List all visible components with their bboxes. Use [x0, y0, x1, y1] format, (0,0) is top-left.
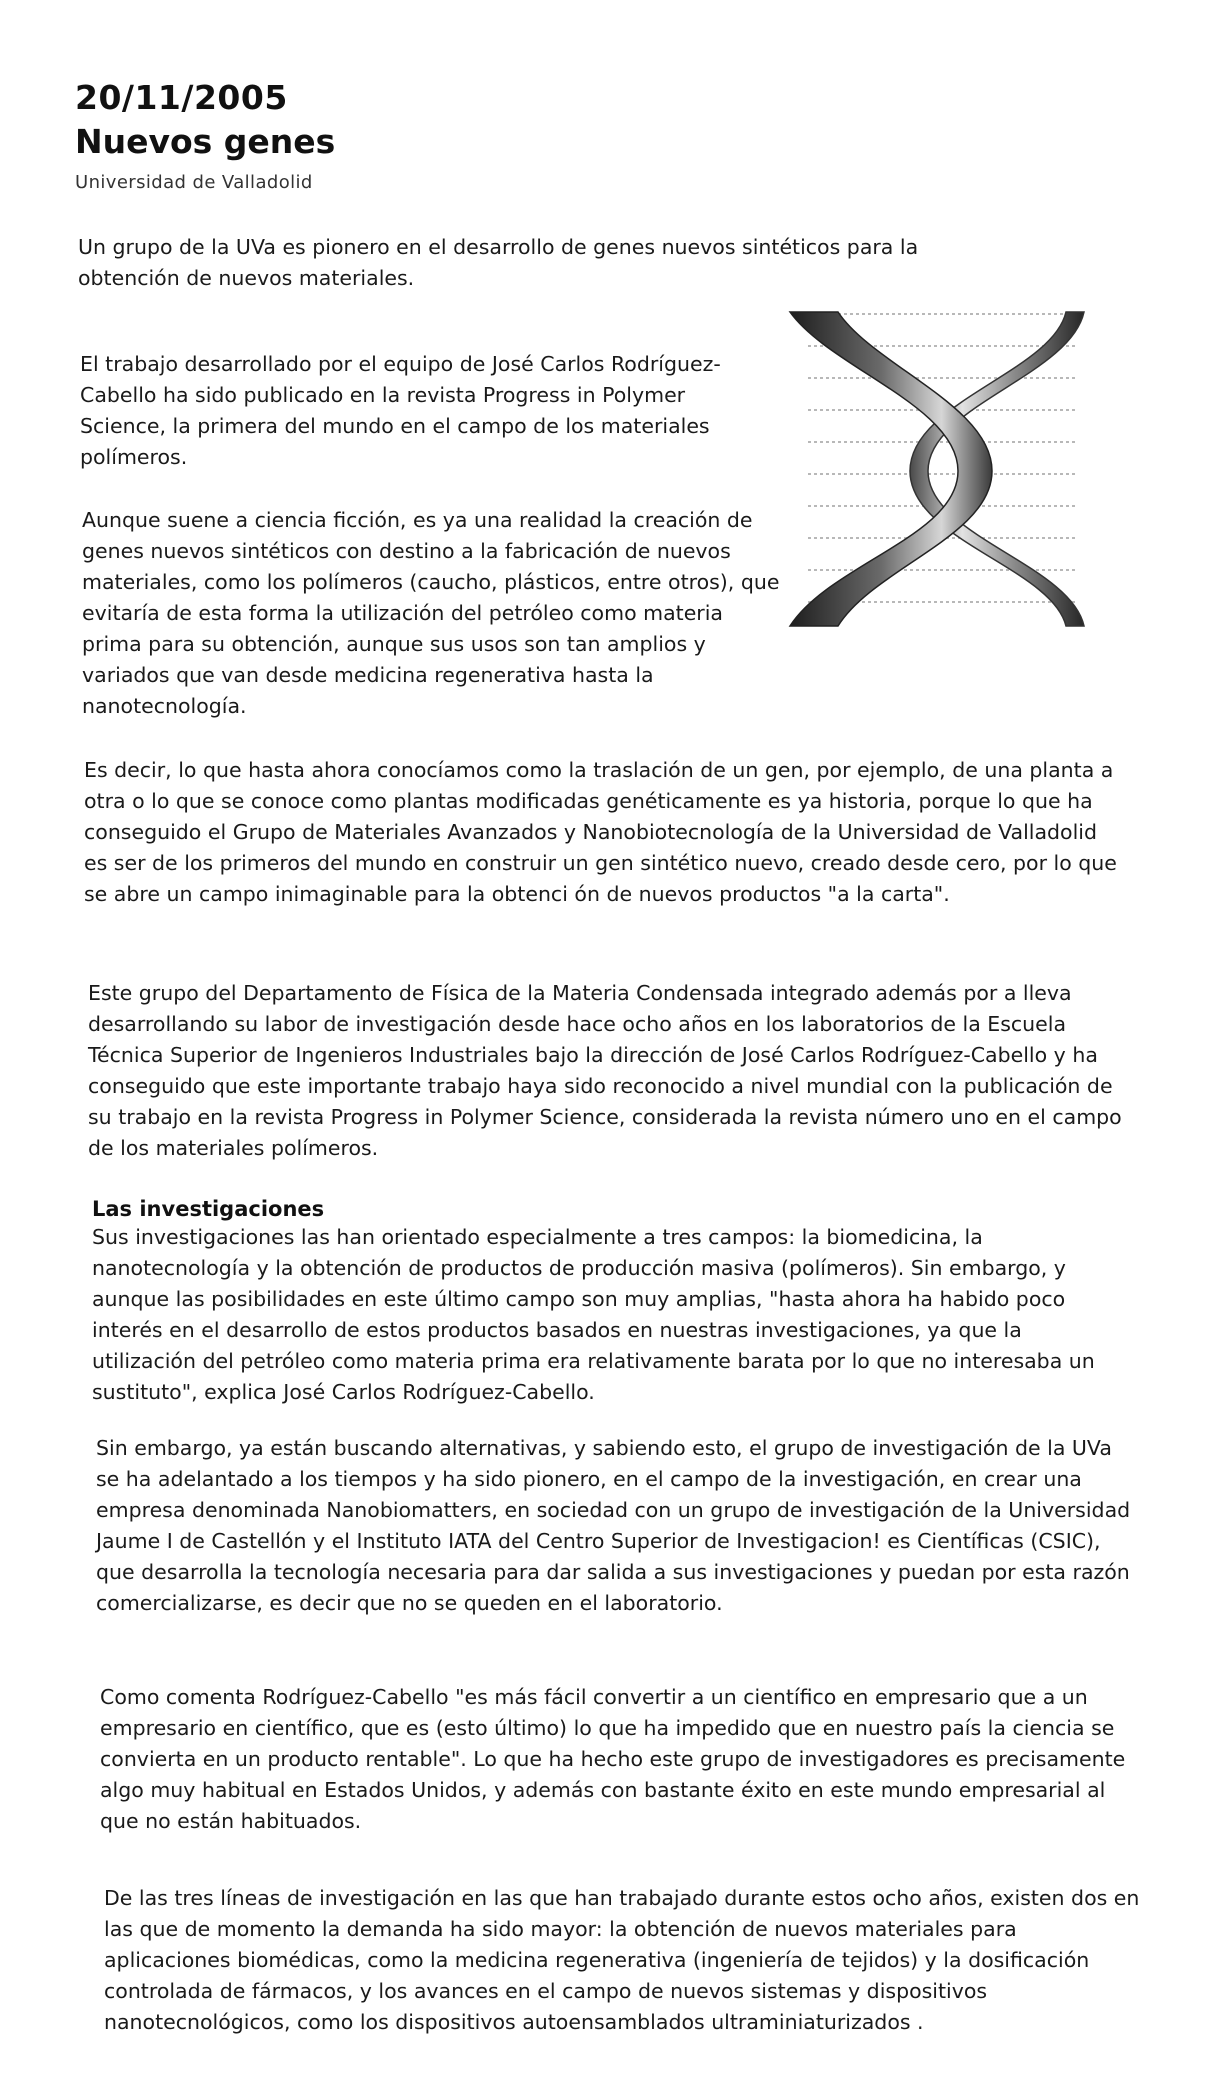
article-paragraph: Este grupo del Departamento de Física de la Materia Condensada integrado además por a lleva desarrollando su labor de investigación desde hace ocho años en los laboratorios de la Escuela Técnica Superior de Ingenieros Industriales bajo la dirección de José Carlos Rodríguez-Cabello y ha conseguido que este importante trabajo haya sido reconocido a nivel mundial con la publicación de su trabajo en la revista Progress in Polymer Science, considerada la revista número uno en el campo de los materiales polímeros. — [88, 981, 1122, 1160]
article-paragraph: De las tres líneas de investigación en las que han trabajado durante estos ocho años, existen dos en las que de momento la demanda ha sido mayor: la obtención de nuevos materiales para aplicaciones biomédicas, como la medicina regenerativa (ingeniería de tejidos) y la dosificación controlada de fármacos, y los avances en el campo de nuevos sistemas y dispositivos nanotecnológicos, como los dispositivos autoensamblados ultraminiaturizados . — [104, 1886, 1140, 2034]
article-title: Nuevos genes — [75, 122, 336, 161]
article-date: 20/11/2005 — [75, 78, 288, 117]
article-lead-paragraph: Un grupo de la UVa es pionero en el desarrollo de genes nuevos sintéticos para la obtención de nuevos materiales. — [78, 235, 919, 290]
article-paragraph: Es decir, lo que hasta ahora conocíamos como la traslación de un gen, por ejemplo, de una planta a otra o lo que se conoce como plantas modificadas genéticamente es ya historia, porque lo que ha conseguido el Grupo de Materiales Avanzados y Nanobiotecnología de la Universidad de Valladolid es ser de los primeros del mundo en construir un gen sintético nuevo, creado desde cero, por lo que se abre un campo inimaginable para la obtenci ón de nuevos productos "a la carta". — [84, 758, 1117, 906]
article-paragraph: Como comenta Rodríguez-Cabello "es más fácil convertir a un científico en empresario que a un empresario en científico, que es (esto último) lo que ha impedido que en nuestro país la ciencia se convierta en un producto rentable". Lo que ha hecho este grupo de investigadores es precisamente algo muy habitual en Estados Unidos, y además con bastante éxito en este mundo empresarial al que no están habituados. — [100, 1685, 1126, 1833]
dna-strand-front — [790, 312, 992, 626]
dna-strand-back — [910, 312, 1084, 626]
section-subheading: Las investigaciones — [92, 1197, 325, 1221]
dna-helix-icon — [778, 306, 1094, 630]
article-paragraph: Aunque suene a ciencia ficción, es ya una realidad la creación de genes nuevos sintéticos con destino a la fabricación de nuevos materiales, como los polímeros (caucho, plásticos, entre otros), que evitaría de esta forma la utilización del petróleo como materia prima para su obtención, aunque sus usos son tan amplios y variados que van desde medicina regenerativa hasta la nanotecnología. — [82, 508, 780, 718]
article-source: Universidad de Valladolid — [75, 172, 313, 193]
article-paragraph: Sus investigaciones las han orientado especialmente a tres campos: la biomedicina, la nanotecnología y la obtención de productos de producción masiva (polímeros). Sin embargo, y aunque las posibilidades en este último campo son muy amplias, "hasta ahora ha habido poco interés en el desarrollo de estos productos basados en nuestras investigaciones, ya que la utilización del petróleo como materia prima era relativamente barata por lo que no interesaba un sustituto", explica José Carlos Rodríguez-Cabello. — [92, 1225, 1095, 1404]
article-paragraph: El trabajo desarrollado por el equipo de José Carlos Rodríguez-Cabello ha sido publicado en la revista Progress in Polymer Science, la primera del mundo en el campo de los materiales polímeros. — [80, 352, 721, 469]
article-paragraph: Sin embargo, ya están buscando alternativas, y sabiendo esto, el grupo de investigación de la UVa se ha adelantado a los tiempos y ha sido pionero, en el campo de la investigación, en crear una empresa denominada Nanobiomatters, en sociedad con un grupo de investigación de la Universidad Jaume I de Castellón y el Instituto IATA del Centro Superior de Investigacion! es Científicas (CSIC), que desarrolla la tecnología necesaria para dar salida a sus investigaciones y puedan por esta razón comercializarse, es decir que no se queden en el laboratorio. — [96, 1436, 1131, 1615]
